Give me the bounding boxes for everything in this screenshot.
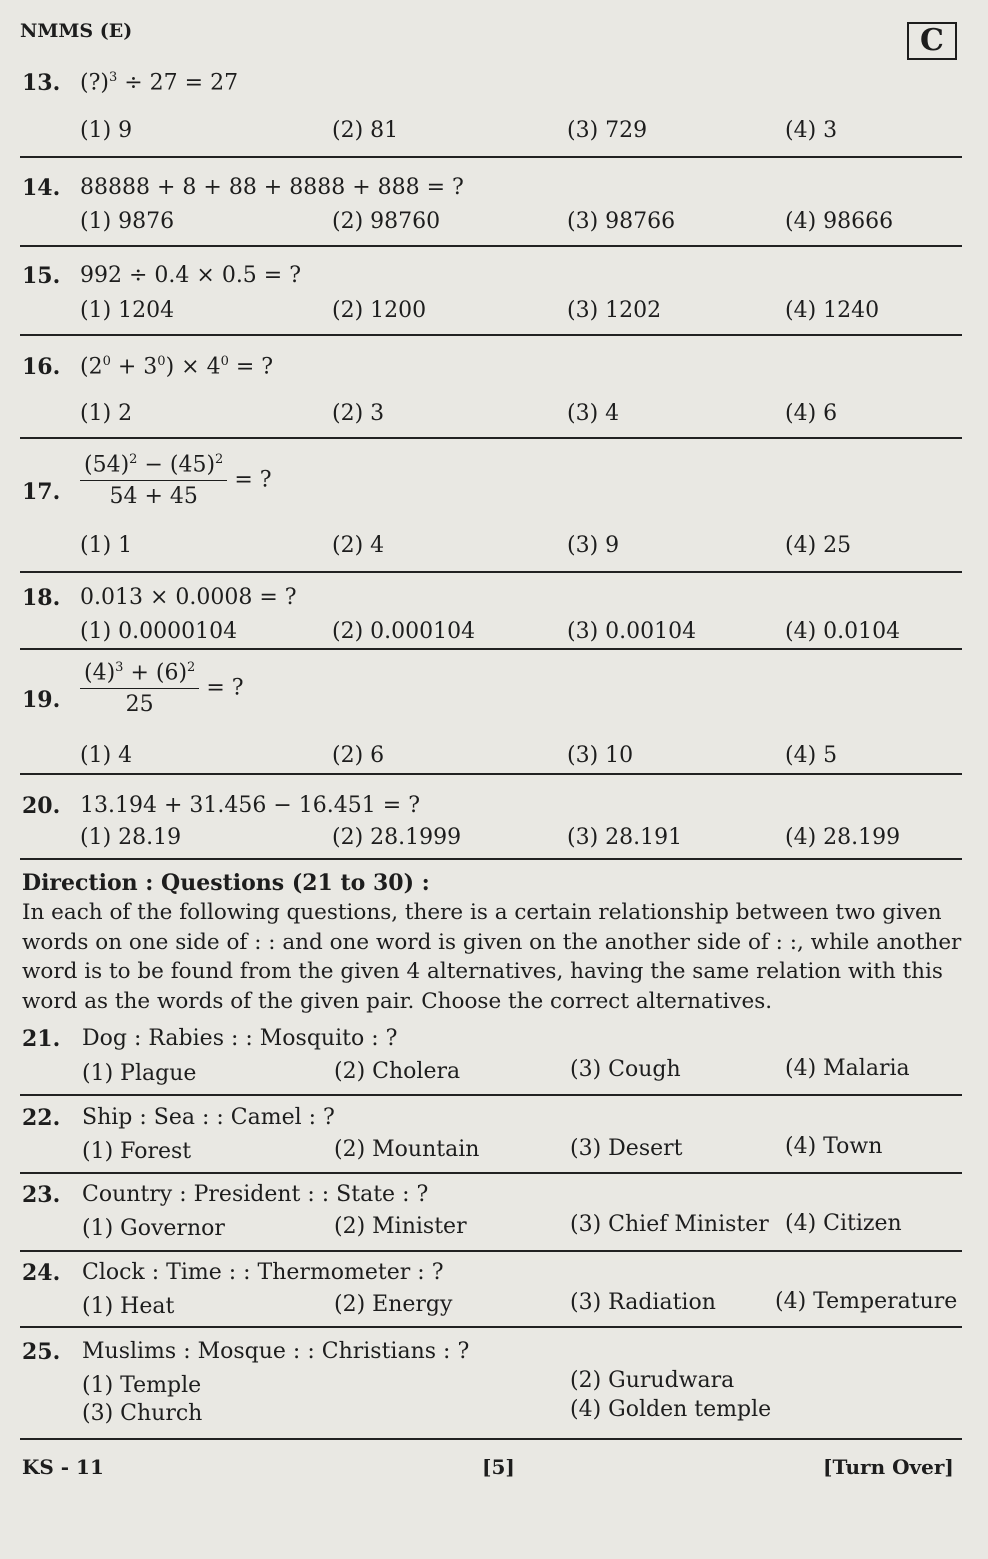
option-4[interactable]: (4) 6 [785, 401, 838, 426]
option-1[interactable]: (1) Temple [82, 1373, 202, 1398]
page-number: [5] [482, 1455, 515, 1479]
option-4[interactable]: (4) Citizen [785, 1211, 902, 1236]
divider [20, 648, 962, 650]
question-number: 14. [22, 175, 61, 201]
divider [20, 571, 962, 573]
question-number: 16. [22, 354, 61, 380]
option-3[interactable]: (3) Cough [570, 1057, 681, 1082]
option-2[interactable]: (2) 81 [332, 118, 399, 143]
option-4[interactable]: (4) Temperature [775, 1289, 958, 1314]
question-text: Dog : Rabies : : Mosquito : ? [82, 1026, 398, 1051]
option-1[interactable]: (1) Governor [82, 1216, 225, 1241]
option-2[interactable]: (2) Gurudwara [570, 1368, 735, 1393]
question-text: $\frac{(4)^3 + (6)^2}{25}$ = ? [80, 660, 244, 717]
divider [20, 1250, 962, 1252]
divider [20, 1326, 962, 1328]
question-number: 18. [22, 585, 61, 611]
divider [20, 156, 962, 158]
option-3[interactable]: (3) 9 [567, 533, 620, 558]
question-text: Clock : Time : : Thermometer : ? [82, 1260, 444, 1285]
option-3[interactable]: (3) Desert [570, 1136, 683, 1161]
divider [20, 437, 962, 439]
question-number: 22. [22, 1105, 61, 1131]
option-3[interactable]: (3) Chief Minister [570, 1212, 769, 1237]
option-4[interactable]: (4) 0.0104 [785, 619, 901, 644]
question-text: 992 ÷ 0.4 × 0.5 = ? [80, 263, 302, 288]
direction-text: In each of the following questions, there is a certain relationship between two given words on one side of : : and one word is given on the another side of : :, while another word is to be found from the given 4 alternatives, having the same relation with this word as the words of the given pair. Choose the correct alternatives. [22, 900, 962, 1014]
option-1[interactable]: (1) 2 [80, 401, 133, 426]
option-2[interactable]: (2) Mountain [334, 1137, 480, 1162]
option-1[interactable]: (1) 28.19 [80, 825, 182, 850]
option-1[interactable]: (1) 4 [80, 743, 133, 768]
option-4[interactable]: (4) Town [785, 1134, 883, 1159]
option-1[interactable]: (1) Plague [82, 1061, 197, 1086]
option-4[interactable]: (4) Golden temple [570, 1397, 772, 1422]
question-number: 25. [22, 1339, 61, 1365]
direction-heading: Direction : Questions (21 to 30) : [22, 870, 430, 896]
option-4[interactable]: (4) 28.199 [785, 825, 901, 850]
option-4[interactable]: (4) Malaria [785, 1056, 910, 1081]
option-3[interactable]: (3) Church [82, 1401, 203, 1426]
exam-code: NMMS (E) [20, 20, 133, 42]
question-number: 17. [22, 479, 61, 505]
option-1[interactable]: (1) 9876 [80, 209, 175, 234]
option-2[interactable]: (2) 0.000104 [332, 619, 476, 644]
question-text: 13.194 + 31.456 − 16.451 = ? [80, 793, 420, 818]
question-text: $(2^0 + 3^0) \times 4^0$ = ? [80, 354, 274, 380]
option-1[interactable]: (1) 0.0000104 [80, 619, 238, 644]
question-number: 23. [22, 1182, 61, 1208]
option-1[interactable]: (1) 9 [80, 118, 133, 143]
option-2[interactable]: (2) 28.1999 [332, 825, 462, 850]
option-2[interactable]: (2) Cholera [334, 1059, 461, 1084]
question-number: 24. [22, 1260, 61, 1286]
option-2[interactable]: (2) 98760 [332, 209, 441, 234]
option-1[interactable]: (1) 1 [80, 533, 133, 558]
divider [20, 245, 962, 247]
divider [20, 1172, 962, 1174]
question-number: 13. [22, 70, 61, 96]
option-2[interactable]: (2) 3 [332, 401, 385, 426]
option-4[interactable]: (4) 5 [785, 743, 838, 768]
question-text: Muslims : Mosque : : Christians : ? [82, 1339, 470, 1364]
option-3[interactable]: (3) 1202 [567, 298, 662, 323]
question-number: 20. [22, 793, 61, 819]
option-4[interactable]: (4) 3 [785, 118, 838, 143]
set-code-box: C [907, 22, 957, 60]
question-text: Ship : Sea : : Camel : ? [82, 1105, 335, 1130]
divider [20, 858, 962, 860]
divider [20, 1438, 962, 1440]
option-3[interactable]: (3) 4 [567, 401, 620, 426]
option-3[interactable]: (3) Radiation [570, 1290, 716, 1315]
divider [20, 1094, 962, 1096]
divider [20, 334, 962, 336]
question-number: 21. [22, 1026, 61, 1052]
option-1[interactable]: (1) Forest [82, 1139, 192, 1164]
option-2[interactable]: (2) 1200 [332, 298, 427, 323]
option-4[interactable]: (4) 98666 [785, 209, 894, 234]
question-number: 15. [22, 263, 61, 289]
divider [20, 773, 962, 775]
question-text: $\frac{(54)^2 - (45)^2}{54 + 45}$ = ? [80, 452, 272, 509]
option-3[interactable]: (3) 0.00104 [567, 619, 697, 644]
question-text: Country : President : : State : ? [82, 1182, 429, 1207]
option-4[interactable]: (4) 25 [785, 533, 852, 558]
option-1[interactable]: (1) Heat [82, 1294, 175, 1319]
option-4[interactable]: (4) 1240 [785, 298, 880, 323]
option-2[interactable]: (2) Minister [334, 1214, 467, 1239]
option-3[interactable]: (3) 10 [567, 743, 634, 768]
question-text: (?)$^3$ ÷ 27 = 27 [80, 70, 239, 96]
option-2[interactable]: (2) 4 [332, 533, 385, 558]
question-number: 19. [22, 687, 61, 713]
option-1[interactable]: (1) 1204 [80, 298, 175, 323]
turn-over-label: [Turn Over] [823, 1455, 954, 1479]
option-3[interactable]: (3) 98766 [567, 209, 676, 234]
option-3[interactable]: (3) 729 [567, 118, 648, 143]
question-text: 88888 + 8 + 88 + 8888 + 888 = ? [80, 175, 464, 200]
question-text: 0.013 × 0.0008 = ? [80, 585, 297, 610]
option-2[interactable]: (2) Energy [334, 1292, 453, 1317]
option-2[interactable]: (2) 6 [332, 743, 385, 768]
footer-code: KS - 11 [22, 1455, 104, 1479]
option-3[interactable]: (3) 28.191 [567, 825, 683, 850]
